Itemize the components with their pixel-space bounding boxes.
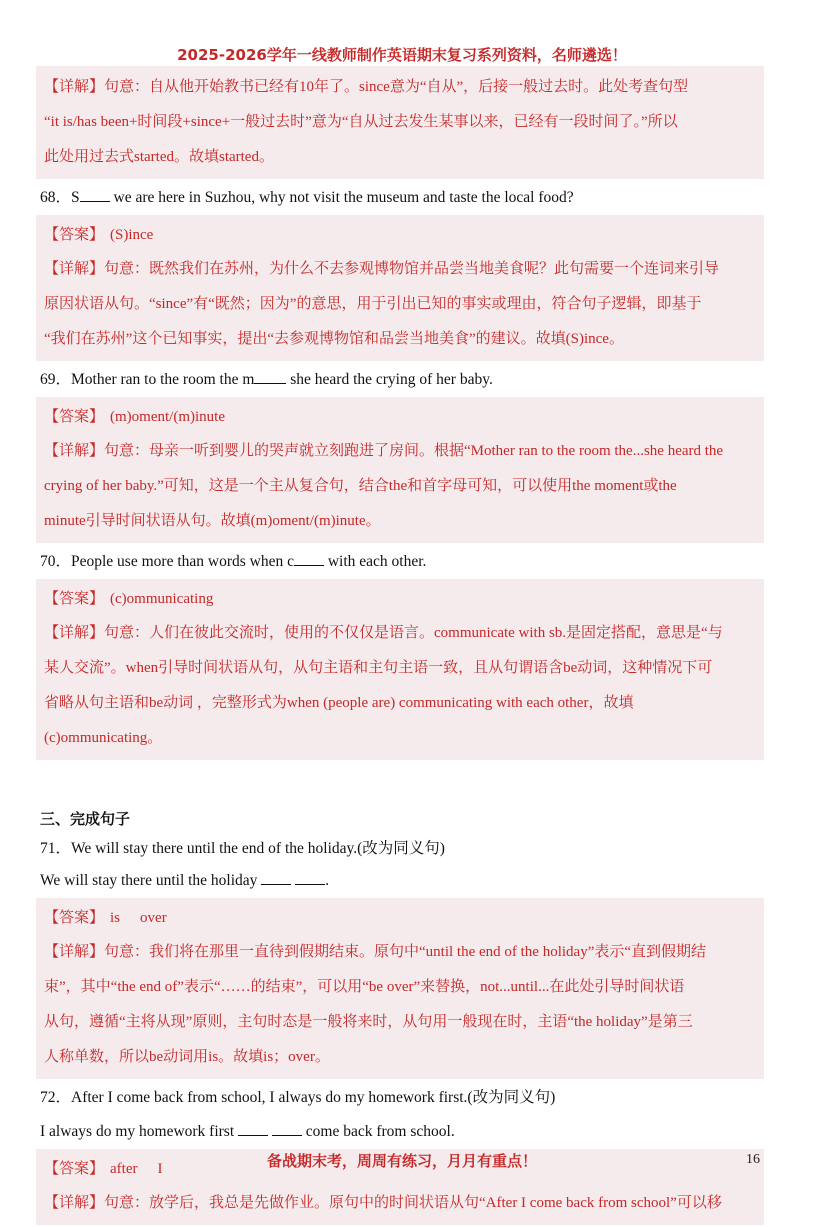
answer-blank bbox=[294, 552, 324, 566]
answer-value: (c)ommunicating bbox=[110, 591, 214, 607]
answer-block-q70 bbox=[36, 579, 764, 760]
answer-line bbox=[44, 219, 756, 252]
answer-block-q69 bbox=[36, 397, 764, 543]
answer-value: over bbox=[140, 910, 167, 926]
answer-line bbox=[44, 583, 756, 616]
answer-label: 【答案】 bbox=[44, 409, 105, 425]
explanation-line: 【详解】句意：自从他开始教书已经有10年了。since意为“自从”，后接一般过去时。此处考查句型 bbox=[44, 79, 689, 95]
answer-label: 【答案】 bbox=[44, 1161, 105, 1177]
page-footer: 备战期末考，周周有练习，月月有重点！ bbox=[266, 1152, 537, 1170]
question-69 bbox=[36, 363, 764, 397]
answer-value: I bbox=[157, 1161, 163, 1177]
answer-line bbox=[44, 902, 756, 935]
page-header: 2025-2026学年一线教师制作英语期末复习系列资料，名师遴选！ bbox=[40, 44, 764, 68]
answer-value: (m)oment/(m)inute bbox=[110, 409, 225, 425]
explanation-line: 从句，遵循“主将从现”原则，主句时态是一般将来时，从句用一般现在时，主语“the holiday”是第三 bbox=[44, 1014, 693, 1030]
question-text: . bbox=[325, 872, 330, 889]
explanation-line: 人称单数，所以be动词用is。故填is；over。 bbox=[44, 1049, 330, 1065]
answer-label: 【答案】 bbox=[44, 227, 105, 243]
answer-blank bbox=[254, 370, 286, 384]
question-70 bbox=[36, 545, 764, 579]
explanation-line: “it is/has been+时间段+since+一般过去时”意为“自从过去发生某事以来，已经有一段时间了。”所以 bbox=[44, 114, 678, 130]
answer-blank bbox=[295, 871, 325, 885]
explanation-line: 省略从句主语和be动词 ，完整形式为when (people are) communicating with each other，故填 bbox=[44, 695, 634, 711]
answer-block-q68 bbox=[36, 215, 764, 361]
explanation-line: (c)ommunicating。 bbox=[44, 730, 163, 746]
explanation-line: 【详解】句意：我们将在那里一直待到假期结束。原句中“until the end of the holiday”表示“直到假期结 bbox=[44, 944, 707, 960]
explanation-block-q67 bbox=[36, 66, 764, 179]
question-71-rewrite bbox=[36, 864, 764, 898]
answer-blank bbox=[272, 1122, 302, 1136]
question-71: 71．We will stay there until the end of the holiday.(改为同义句) bbox=[40, 840, 445, 857]
explanation-line: 束”，其中“the end of”表示“……的结束”，可以用“be over”来替换，not...until...在此处引导时间状语 bbox=[44, 979, 685, 995]
answer-blank bbox=[261, 871, 291, 885]
question-text: 70．People use more than words when c bbox=[40, 553, 294, 570]
question-text: come back from school. bbox=[305, 1123, 455, 1140]
page-content bbox=[36, 66, 764, 1227]
answer-value: (S)ince bbox=[110, 227, 154, 243]
explanation-line: “我们在苏州”这个已知事实，提出“去参观博物馆和品尝当地美食”的建议。故填(S)ince。 bbox=[44, 331, 624, 347]
answer-blank bbox=[80, 188, 110, 202]
answer-line bbox=[44, 401, 756, 434]
question-72-rewrite bbox=[36, 1115, 764, 1149]
question-72: 72．After I come back from school, I always do my homework first.(改为同义句) bbox=[40, 1089, 556, 1106]
explanation-line: 【详解】句意：既然我们在苏州，为什么不去参观博物馆并品尝当地美食呢？此句需要一个连词来引导 bbox=[44, 261, 720, 277]
question-text: 68．S bbox=[40, 189, 80, 206]
question-text: I always do my homework first bbox=[40, 1123, 235, 1140]
explanation-line: 【详解】句意：人们在彼此交流时，使用的不仅仅是语言。communicate with sb.是固定搭配，意思是“与 bbox=[44, 625, 723, 641]
question-68 bbox=[36, 181, 764, 215]
answer-value: after bbox=[110, 1161, 138, 1177]
question-text: with each other. bbox=[323, 553, 427, 570]
answer-value: is bbox=[110, 910, 121, 926]
answer-label: 【答案】 bbox=[44, 591, 105, 607]
explanation-line: 某人交流”。when引导时间状语从句，从句主语和主句主语一致，且从句谓语含be动词，这种情况下可 bbox=[44, 660, 713, 676]
answer-blank bbox=[238, 1122, 268, 1136]
explanation-line: 原因状语从句。“since”有“既然；因为”的意思，用于引出已知的事实或理由，符合句子逻辑，即基于 bbox=[44, 296, 702, 312]
question-text: we are here in Suzhou, why not visit the museum and taste the local food? bbox=[109, 189, 574, 206]
question-text: she heard the crying of her baby. bbox=[286, 371, 493, 388]
page-number: 16 bbox=[746, 1152, 760, 1167]
explanation-line: crying of her baby.”可知，这是一个主从复合句，结合the和首字母可知，可以使用the moment或the bbox=[44, 478, 677, 494]
answer-block-q71 bbox=[36, 898, 764, 1079]
explanation-line: 【详解】句意：母亲一听到婴儿的哭声就立刻跑进了房间。根据“Mother ran to the room the...she heard the bbox=[44, 443, 724, 459]
explanation-line: 此处用过去式started。故填started。 bbox=[44, 149, 274, 165]
section-heading: 三、完成句子 bbox=[40, 810, 131, 828]
question-text: We will stay there until the holiday bbox=[40, 872, 258, 889]
question-text: 69．Mother ran to the room the m bbox=[40, 371, 255, 388]
explanation-line: minute引导时间状语从句。故填(m)oment/(m)inute。 bbox=[44, 513, 381, 529]
explanation-line: 【详解】句意：放学后，我总是先做作业。原句中的时间状语从句“After I come back from school”可以移 bbox=[44, 1195, 722, 1211]
answer-label: 【答案】 bbox=[44, 910, 105, 926]
